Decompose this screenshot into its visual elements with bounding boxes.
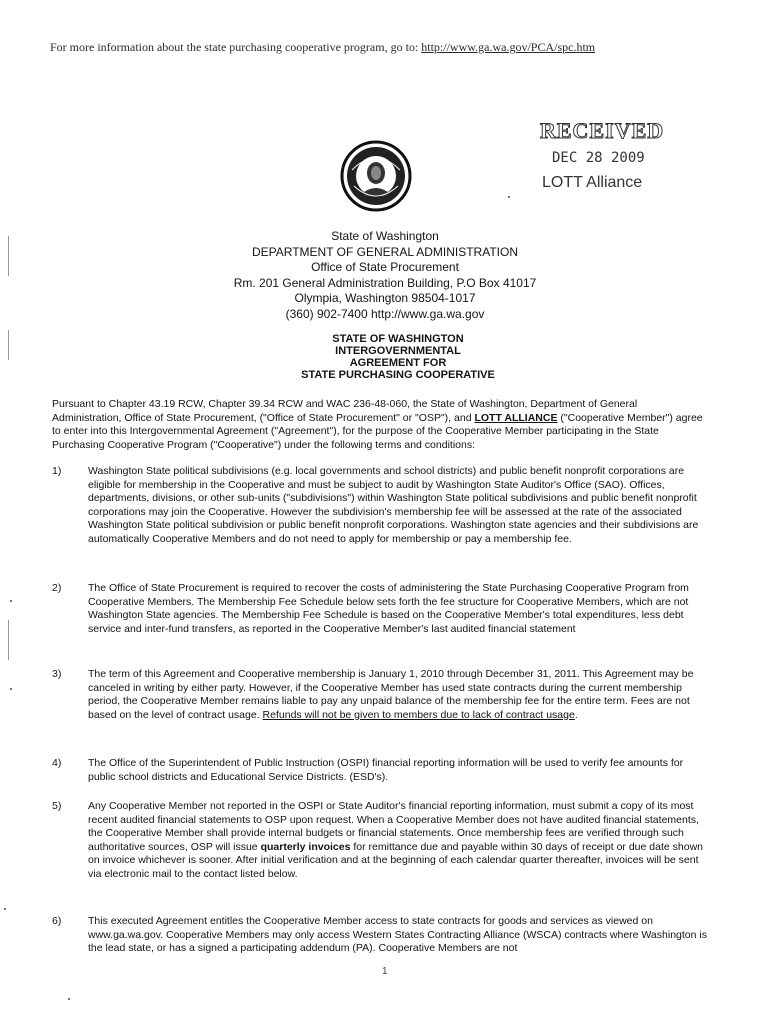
list-item — [52, 465, 712, 546]
office-name: Office of State Procurement — [311, 260, 459, 274]
item-text: The Office of State Procurement is required to recover the costs of administering the State Purchasing Cooperative Program from Cooperative Members. The Membership Fee Schedule below sets forth the fee structure for Cooperative Members, which are not Washington State agencies. The Membership Fee Schedule is based on the Cooperative Member's total expenditures, less debt service and inter-fund transfers, as reported in the Cooperative Member's last audited financial statement — [88, 582, 689, 635]
item-text-block — [88, 800, 712, 881]
item-number: 1) — [52, 465, 62, 477]
stamp-org: LOTT Alliance — [542, 174, 643, 191]
address-line: Rm. 201 General Administration Building, P.O Box 41017 — [233, 275, 537, 290]
info-note-text: For more information about the state purchasing cooperative program, go to: — [50, 40, 422, 54]
intro-text: Pursuant to Chapter 43.19 RCW, Chapter 39.34 RCW and WAC 236-48-060, the State of Washington, Department of General Administration, Office of State Procurement, ("Office of State Procurement" or "OSP"), and — [52, 398, 638, 424]
item-number: 6) — [52, 915, 62, 927]
department-header — [0, 229, 770, 322]
item-number: 2) — [52, 582, 62, 594]
item-text: The Office of the Superintendent of Public Instruction (OSPI) financial reporting information will be used to verify fee amounts for public school districts and Educational Service Districts. (ESD's). — [88, 757, 684, 783]
state-name: State of Washington — [331, 229, 439, 243]
scan-edge-mark — [8, 236, 9, 276]
item-text-block — [88, 668, 712, 722]
info-link[interactable]: http://www.ga.wa.gov/PCA/spc.htm — [421, 40, 596, 54]
list-item — [52, 757, 712, 784]
scan-edge-mark — [8, 620, 9, 660]
scan-speck — [10, 688, 12, 690]
scan-speck — [10, 600, 12, 602]
member-name: LOTT ALLIANCE — [474, 411, 558, 424]
page-mark: 1 — [382, 966, 388, 977]
stamp-title: RECEIVED — [540, 118, 665, 143]
agreement-title-line: STATE OF WASHINGTON — [332, 333, 464, 345]
item-text-tail: . — [574, 708, 578, 721]
scan-speck — [508, 196, 510, 198]
agreement-title-line: AGREEMENT FOR — [349, 357, 447, 369]
refund-notice: Refunds will not be given to members due to lack of contract usage — [262, 708, 575, 721]
stamp-date: DEC 28 2009 — [552, 150, 645, 166]
received-stamp — [500, 118, 700, 192]
item-text: Any Cooperative Member not reported in the OSPI or State Auditor's financial reporting information, must submit a copy of its most recent audited financial statements to OSP upon request. When a Cooperative Member does not have audited financial statements, the Cooperative Member shall provide internal budgets or financial statements. Once membership fees are verified through such authoritative sources, OSP will issue — [88, 800, 699, 853]
scan-speck — [68, 998, 70, 1000]
item-text: This executed Agreement entitles the Cooperative Member access to state contracts for goods and services as viewed on www.ga.wa.gov. Cooperative Members may only access Western States Contracting Alliance (WSCA) contracts where Washington is the lead state, or has a signed a participating addendum (PA). Cooperative Members are not — [88, 915, 707, 954]
agreement-title — [0, 333, 770, 381]
phone-line: (360) 902-7400 http://www.ga.wa.gov — [285, 306, 485, 321]
state-seal-icon — [340, 140, 412, 212]
item-text: Washington State political subdivisions (e.g. local governments and school districts) and public benefit nonprofit corporations are eligible for membership in the Cooperative and must be subject to audit by Washington State Auditor's Office (SAO). Offices, departments, divisions, or other sub-units ("subdivisions") within Washington State political subdivisions and public benefit nonprofit corporations may join the Cooperative. However the subdivision's membership fee will be assessed at the rate of the associated Washington State political subdivision or public benefit nonprofit corporations. Washington state agencies and their subdivisions are automatically Cooperative Members and do not need to apply for membership or pay a membership fee. — [88, 465, 699, 545]
intro-paragraph — [52, 398, 708, 452]
item-text-tail: for remittance due and payable within 30 days of receipt or due date shown on invoice whichever is sooner. After initial verification and at the beginning of each calendar quarter thereafter, invoices will be sent via electronic mail to the contact listed below. — [88, 840, 703, 880]
scan-edge-mark — [8, 330, 9, 360]
list-item — [52, 582, 712, 636]
item-number: 4) — [52, 757, 62, 769]
city-line: Olympia, Washington 98504-1017 — [294, 291, 476, 305]
agreement-title-line: STATE PURCHASING COOPERATIVE — [301, 369, 495, 381]
scan-speck — [4, 908, 6, 910]
quarterly-invoices-emphasis: quarterly invoices — [260, 840, 351, 853]
department-name: DEPARTMENT OF GENERAL ADMINISTRATION — [251, 244, 519, 259]
list-item — [52, 915, 712, 956]
intro-text-cont: ("Cooperative Member") agree to enter into this Intergovernmental Agreement ("Agreement"), for the purpose of the Cooperative Member participating in the State Purchasing Cooperative Program ("Cooperative") under the following terms and conditions: — [52, 411, 703, 451]
agreement-title-line: INTERGOVERNMENTAL — [335, 345, 461, 357]
list-item — [52, 800, 712, 881]
list-item — [52, 668, 712, 722]
info-note — [50, 40, 750, 55]
item-number: 3) — [52, 668, 62, 680]
item-text: The term of this Agreement and Cooperative membership is January 1, 2010 through December 31, 2011. This Agreement may be canceled in writing by either party. However, if the Cooperative Member has used state contracts during the current membership period, the Cooperative Member remains liable to pay any unpaid balance of the membership fee for the entire term. Fees are not based on the level of contract usage. — [88, 668, 694, 721]
item-number: 5) — [52, 800, 62, 812]
